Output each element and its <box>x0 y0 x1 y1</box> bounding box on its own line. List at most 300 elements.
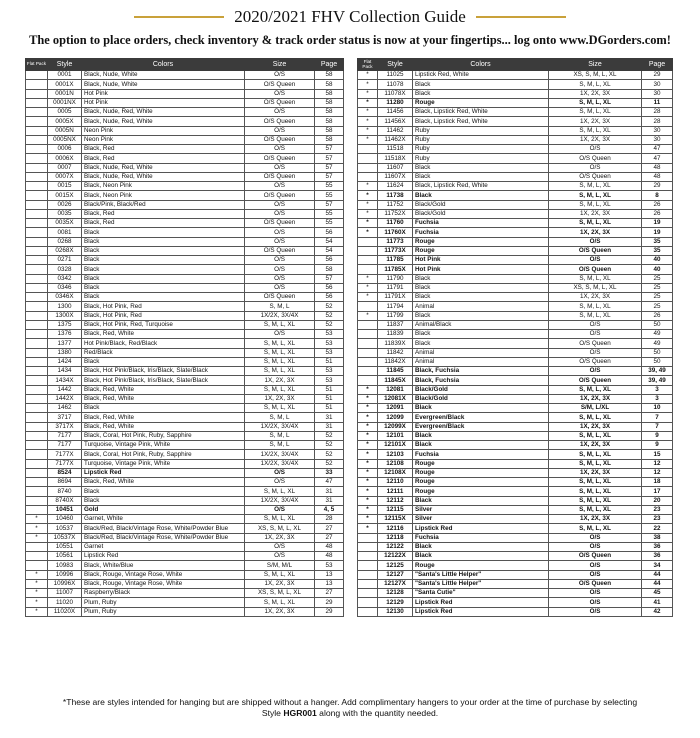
flat-pack-cell: * <box>358 200 378 209</box>
flat-pack-cell: * <box>358 505 378 514</box>
size-cell: XS, S, M, L, XL <box>245 589 315 598</box>
colors-cell: Black <box>82 237 245 246</box>
colors-cell: Turquoise, Vintage Pink, White <box>82 459 245 468</box>
style-cell: 7177 <box>48 431 82 440</box>
flat-pack-cell <box>26 552 48 561</box>
flat-pack-cell: * <box>358 182 378 191</box>
table-row <box>26 542 344 551</box>
page-cell: 52 <box>315 302 344 311</box>
colors-cell: Black, Rouge, Vintage Rose, White <box>82 570 245 579</box>
style-cell: 12129 <box>378 598 413 607</box>
size-cell: XS, S, M, L, XL <box>549 71 642 80</box>
page-cell: 58 <box>315 80 344 89</box>
page-cell: 56 <box>315 283 344 292</box>
flat-pack-cell: * <box>358 394 378 403</box>
size-cell: S, M, L, XL <box>549 524 642 533</box>
flat-pack-cell <box>26 496 48 505</box>
table-row <box>358 108 673 117</box>
table-row <box>358 357 673 366</box>
table-row <box>358 579 673 588</box>
colors-cell: Ruby <box>413 126 549 135</box>
colors-cell: Black <box>82 404 245 413</box>
page-cell: 53 <box>315 367 344 376</box>
style-cell: 11752X <box>378 209 413 218</box>
page-cell: 26 <box>642 200 673 209</box>
size-cell: O/S Queen <box>245 191 315 200</box>
colors-cell: Black, Red, White <box>82 385 245 394</box>
colors-cell: Fuchsia <box>413 533 549 542</box>
style-cell: 12116 <box>378 524 413 533</box>
colors-cell: Black <box>413 274 549 283</box>
colors-cell: Rouge <box>413 468 549 477</box>
colors-cell: Animal <box>413 302 549 311</box>
colors-cell: Turquoise, Vintage Pink, White <box>82 441 245 450</box>
page-cell: 47 <box>642 145 673 154</box>
page-cell: 10 <box>642 404 673 413</box>
flat-pack-cell: * <box>26 524 48 533</box>
flat-pack-cell <box>26 163 48 172</box>
colors-cell: Black <box>413 283 549 292</box>
size-cell: S, M, L, XL <box>549 478 642 487</box>
page-cell: 56 <box>315 293 344 302</box>
colors-cell: Black, Red <box>82 219 245 228</box>
colors-cell: Animal/Black <box>413 320 549 329</box>
size-cell: S, M, L, XL <box>549 191 642 200</box>
size-cell: O/S <box>549 330 642 339</box>
style-cell: 11462X <box>378 135 413 144</box>
right-style-table <box>357 58 673 617</box>
table-row <box>26 246 344 255</box>
flat-pack-cell <box>26 265 48 274</box>
flat-pack-cell <box>26 246 48 255</box>
page-cell: 48 <box>642 172 673 181</box>
style-cell: 1376 <box>48 330 82 339</box>
page-cell: 57 <box>315 145 344 154</box>
size-cell: 1X/2X, 3X/4X <box>245 311 315 320</box>
size-cell: O/S <box>549 163 642 172</box>
size-cell: O/S Queen <box>549 376 642 385</box>
size-cell: S, M, L, XL <box>549 413 642 422</box>
size-cell: S, M, L, XL <box>549 98 642 107</box>
style-cell: 1424 <box>48 357 82 366</box>
footnote-line-1: *These are styles intended for hanging but are shipped without a hanger. Add complimentary hangers to your order at the time of purchase by selecting <box>62 697 638 707</box>
style-cell: 0001N <box>48 89 82 98</box>
table-row <box>358 570 673 579</box>
size-cell: O/S Queen <box>549 265 642 274</box>
style-cell: 11791 <box>378 283 413 292</box>
table-row <box>358 394 673 403</box>
colors-cell: Black <box>82 357 245 366</box>
flat-pack-cell: * <box>358 71 378 80</box>
style-cell: 11007 <box>48 589 82 598</box>
table-row <box>358 496 673 505</box>
size-cell: O/S <box>245 108 315 117</box>
table-row <box>358 274 673 283</box>
table-row <box>358 478 673 487</box>
colors-cell: Black/Gold <box>413 200 549 209</box>
flat-pack-cell <box>358 561 378 570</box>
page-cell: 39, 49 <box>642 376 673 385</box>
flat-pack-cell: * <box>358 441 378 450</box>
size-cell: 1X, 2X, 3X <box>549 135 642 144</box>
style-cell: 11839 <box>378 330 413 339</box>
table-row <box>26 552 344 561</box>
size-cell: XS, S, M, L, XL <box>245 524 315 533</box>
column-header-page: Page <box>315 59 344 71</box>
size-cell: O/S Queen <box>549 172 642 181</box>
colors-cell: Black/Red, Black/Vintage Rose, White/Powder Blue <box>82 533 245 542</box>
colors-cell: Evergreen/Black <box>413 422 549 431</box>
colors-cell: Black, Lipstick Red, White <box>413 182 549 191</box>
flat-pack-cell <box>26 339 48 348</box>
page-cell: 8 <box>642 191 673 200</box>
style-cell: 8740 <box>48 487 82 496</box>
size-cell: O/S Queen <box>549 339 642 348</box>
colors-cell: Black, Red, White <box>82 394 245 403</box>
table-row <box>26 89 344 98</box>
size-cell: O/S <box>245 228 315 237</box>
size-cell: O/S <box>245 200 315 209</box>
page-cell: 27 <box>315 524 344 533</box>
table-row <box>26 524 344 533</box>
size-cell: S, M, L, XL <box>549 274 642 283</box>
flat-pack-cell <box>26 385 48 394</box>
flat-pack-cell <box>358 598 378 607</box>
table-row <box>26 515 344 524</box>
page-cell: 50 <box>642 320 673 329</box>
colors-cell: Rouge <box>413 561 549 570</box>
page-cell: 55 <box>315 182 344 191</box>
flat-pack-cell <box>26 135 48 144</box>
page-cell: 52 <box>315 459 344 468</box>
colors-cell: Ruby <box>413 154 549 163</box>
style-cell: 11791X <box>378 293 413 302</box>
colors-cell: Black <box>413 191 549 200</box>
colors-cell: Hot Pink <box>413 256 549 265</box>
size-cell: O/S <box>245 330 315 339</box>
colors-cell: Black/Gold <box>413 209 549 218</box>
table-row <box>358 487 673 496</box>
page-cell: 51 <box>315 357 344 366</box>
flat-pack-cell <box>26 505 48 514</box>
style-cell: 12118 <box>378 533 413 542</box>
table-row <box>26 172 344 181</box>
colors-cell: Black, Red, White <box>82 330 245 339</box>
table-row <box>358 265 673 274</box>
table-row <box>358 607 673 616</box>
page-cell: 52 <box>315 450 344 459</box>
page-cell: 57 <box>315 200 344 209</box>
style-cell: 8740X <box>48 496 82 505</box>
style-cell: 11785X <box>378 265 413 274</box>
flat-pack-cell <box>358 339 378 348</box>
page-cell: 25 <box>642 283 673 292</box>
size-cell: 1X, 2X, 3X <box>245 579 315 588</box>
colors-cell: Black, Nude, White <box>82 71 245 80</box>
page-cell: 30 <box>642 80 673 89</box>
size-cell: S, M, L, XL <box>245 339 315 348</box>
size-cell: O/S Queen <box>549 579 642 588</box>
style-cell: 11845X <box>378 376 413 385</box>
flat-pack-cell: * <box>358 117 378 126</box>
table-row <box>358 182 673 191</box>
style-cell: 11020X <box>48 607 82 616</box>
flat-pack-cell: * <box>358 478 378 487</box>
table-header-row <box>358 59 673 71</box>
table-row <box>358 376 673 385</box>
table-row <box>26 219 344 228</box>
colors-cell: "Santa's Little Helper" <box>413 570 549 579</box>
style-cell: 1434X <box>48 376 82 385</box>
flat-pack-cell <box>26 80 48 89</box>
colors-cell: Rouge <box>413 98 549 107</box>
flat-pack-cell: * <box>26 570 48 579</box>
colors-cell: Lipstick Red, White <box>413 71 549 80</box>
flat-pack-cell: * <box>358 89 378 98</box>
flat-pack-cell <box>26 182 48 191</box>
title-divider-left <box>134 16 224 18</box>
flat-pack-cell: * <box>358 311 378 320</box>
size-cell: S, M, L, XL <box>549 431 642 440</box>
flat-pack-cell: * <box>358 191 378 200</box>
table-row <box>26 209 344 218</box>
style-cell: 1375 <box>48 320 82 329</box>
size-cell: O/S <box>245 505 315 514</box>
style-cell: 12111 <box>378 487 413 496</box>
page-cell: 54 <box>315 246 344 255</box>
table-row <box>358 589 673 598</box>
table-row <box>358 228 673 237</box>
colors-cell: Black, Hot Pink/Black, Iris/Black, Slate/Black <box>82 367 245 376</box>
style-cell: 11518X <box>378 154 413 163</box>
flat-pack-cell: * <box>358 80 378 89</box>
page-cell: 58 <box>315 135 344 144</box>
table-row <box>26 450 344 459</box>
table-row <box>26 598 344 607</box>
style-cell: 1300X <box>48 311 82 320</box>
size-cell: 1X, 2X, 3X <box>549 441 642 450</box>
flat-pack-cell <box>358 320 378 329</box>
page-cell: 44 <box>642 570 673 579</box>
style-cell: 11842X <box>378 357 413 366</box>
page-cell: 29 <box>315 607 344 616</box>
table-header-row <box>26 59 344 71</box>
page-cell: 53 <box>315 376 344 385</box>
flat-pack-cell <box>26 394 48 403</box>
flat-pack-cell: * <box>26 515 48 524</box>
page-cell: 53 <box>315 330 344 339</box>
flat-pack-cell <box>358 265 378 274</box>
size-cell: O/S <box>245 71 315 80</box>
style-cell: 0007 <box>48 163 82 172</box>
flat-pack-cell <box>358 246 378 255</box>
colors-cell: Black/Gold <box>413 385 549 394</box>
page-cell: 47 <box>642 154 673 163</box>
table-row <box>358 163 673 172</box>
title-row <box>0 6 700 28</box>
flat-pack-cell <box>26 154 48 163</box>
flat-pack-cell <box>358 172 378 181</box>
column-header-colors: Colors <box>82 59 245 71</box>
colors-cell: Silver <box>413 505 549 514</box>
colors-cell: Black <box>413 431 549 440</box>
table-row <box>26 265 344 274</box>
size-cell: S/M, M/L <box>245 561 315 570</box>
size-cell: O/S Queen <box>549 154 642 163</box>
size-cell: O/S <box>245 552 315 561</box>
size-cell: S, M, L <box>245 302 315 311</box>
flat-pack-cell <box>26 191 48 200</box>
style-cell: 0035X <box>48 219 82 228</box>
table-row <box>358 561 673 570</box>
page-cell: 25 <box>642 274 673 283</box>
page-cell: 13 <box>315 579 344 588</box>
page-cell: 27 <box>315 533 344 542</box>
style-cell: 11456X <box>378 117 413 126</box>
size-cell: 1X, 2X, 3X <box>549 89 642 98</box>
colors-cell: "Santa Cutie" <box>413 589 549 598</box>
table-row <box>358 98 673 107</box>
table-row <box>26 607 344 616</box>
style-cell: 12130 <box>378 607 413 616</box>
table-row <box>26 441 344 450</box>
size-cell: XS, S, M, L, XL <box>549 283 642 292</box>
size-cell: S, M, L, XL <box>549 200 642 209</box>
colors-cell: Black <box>82 246 245 255</box>
page-cell: 29 <box>315 598 344 607</box>
page-cell: 13 <box>315 570 344 579</box>
size-cell: 1X, 2X, 3X <box>245 394 315 403</box>
size-cell: S, M, L, XL <box>549 302 642 311</box>
flat-pack-cell: * <box>358 413 378 422</box>
flat-pack-cell <box>26 330 48 339</box>
style-cell: 0005N <box>48 126 82 135</box>
page-cell: 41 <box>642 598 673 607</box>
table-row <box>26 126 344 135</box>
table-row <box>26 570 344 579</box>
size-cell: 1X, 2X, 3X <box>549 293 642 302</box>
page-cell: 28 <box>315 515 344 524</box>
footnote-line-2-suffix: along with the quantity needed. <box>316 708 439 718</box>
style-cell: 11020 <box>48 598 82 607</box>
style-cell: 0081 <box>48 228 82 237</box>
colors-cell: Black <box>413 496 549 505</box>
table-row <box>26 413 344 422</box>
table-row <box>26 145 344 154</box>
table-row <box>26 311 344 320</box>
size-cell: O/S <box>549 542 642 551</box>
colors-cell: Black, Hot Pink, Red, Turquoise <box>82 320 245 329</box>
colors-cell: Black <box>413 89 549 98</box>
page-cell: 58 <box>315 117 344 126</box>
size-cell: O/S Queen <box>245 80 315 89</box>
style-cell: 10460 <box>48 515 82 524</box>
flat-pack-cell <box>26 283 48 292</box>
size-cell: S, M, L, XL <box>245 570 315 579</box>
colors-cell: Hot Pink <box>82 98 245 107</box>
table-row <box>26 561 344 570</box>
size-cell: 1X, 2X, 3X <box>245 376 315 385</box>
table-row <box>26 533 344 542</box>
flat-pack-cell <box>26 561 48 570</box>
table-row <box>358 505 673 514</box>
flat-pack-cell: * <box>358 450 378 459</box>
page-cell: 12 <box>642 459 673 468</box>
flat-pack-cell <box>26 441 48 450</box>
flat-pack-cell <box>26 200 48 209</box>
style-cell: 1377 <box>48 339 82 348</box>
table-row <box>26 589 344 598</box>
table-row <box>358 302 673 311</box>
style-cell: 11773X <box>378 246 413 255</box>
style-cell: 11842 <box>378 348 413 357</box>
flat-pack-cell <box>26 367 48 376</box>
page-cell: 23 <box>642 505 673 514</box>
page-cell: 51 <box>315 404 344 413</box>
size-cell: 1X, 2X, 3X <box>549 209 642 218</box>
page-cell: 30 <box>642 89 673 98</box>
colors-cell: Black <box>82 487 245 496</box>
size-cell: O/S Queen <box>245 135 315 144</box>
style-cell: 12108 <box>378 459 413 468</box>
size-cell: O/S <box>549 367 642 376</box>
style-cell: 0007X <box>48 172 82 181</box>
style-cell: 1442 <box>48 385 82 394</box>
page-cell: 18 <box>642 478 673 487</box>
table-row <box>358 126 673 135</box>
flat-pack-cell <box>26 311 48 320</box>
style-cell: 0006 <box>48 145 82 154</box>
table-row <box>358 367 673 376</box>
size-cell: O/S <box>549 570 642 579</box>
flat-pack-cell: * <box>26 598 48 607</box>
style-cell: 12103 <box>378 450 413 459</box>
size-cell: O/S <box>245 145 315 154</box>
size-cell: O/S <box>245 89 315 98</box>
size-cell: O/S <box>549 145 642 154</box>
flat-pack-cell <box>26 320 48 329</box>
flat-pack-cell <box>26 71 48 80</box>
flat-pack-cell <box>26 117 48 126</box>
style-cell: 12081X <box>378 394 413 403</box>
table-row <box>358 191 673 200</box>
style-cell: 0001NX <box>48 98 82 107</box>
style-cell: 11607 <box>378 163 413 172</box>
page-cell: 36 <box>642 552 673 561</box>
colors-cell: Lipstick Red <box>82 468 245 477</box>
table-row <box>358 200 673 209</box>
colors-cell: Black <box>413 441 549 450</box>
flat-pack-cell <box>26 376 48 385</box>
page-cell: 35 <box>642 237 673 246</box>
table-row <box>358 256 673 265</box>
flat-pack-cell: * <box>26 607 48 616</box>
size-cell: O/S Queen <box>549 357 642 366</box>
page-cell: 11 <box>642 98 673 107</box>
flat-pack-cell <box>358 589 378 598</box>
table-row <box>26 117 344 126</box>
table-row <box>26 385 344 394</box>
size-cell: 1X, 2X, 3X <box>549 117 642 126</box>
colors-cell: Gold <box>82 505 245 514</box>
style-cell: 8694 <box>48 478 82 487</box>
style-cell: 12101X <box>378 441 413 450</box>
page-cell: 57 <box>315 163 344 172</box>
colors-cell: Black, Hot Pink/Black, Iris/Black, Slate/Black <box>82 376 245 385</box>
size-cell: 1X, 2X, 3X <box>245 533 315 542</box>
page-cell: 48 <box>315 542 344 551</box>
flat-pack-cell <box>358 367 378 376</box>
